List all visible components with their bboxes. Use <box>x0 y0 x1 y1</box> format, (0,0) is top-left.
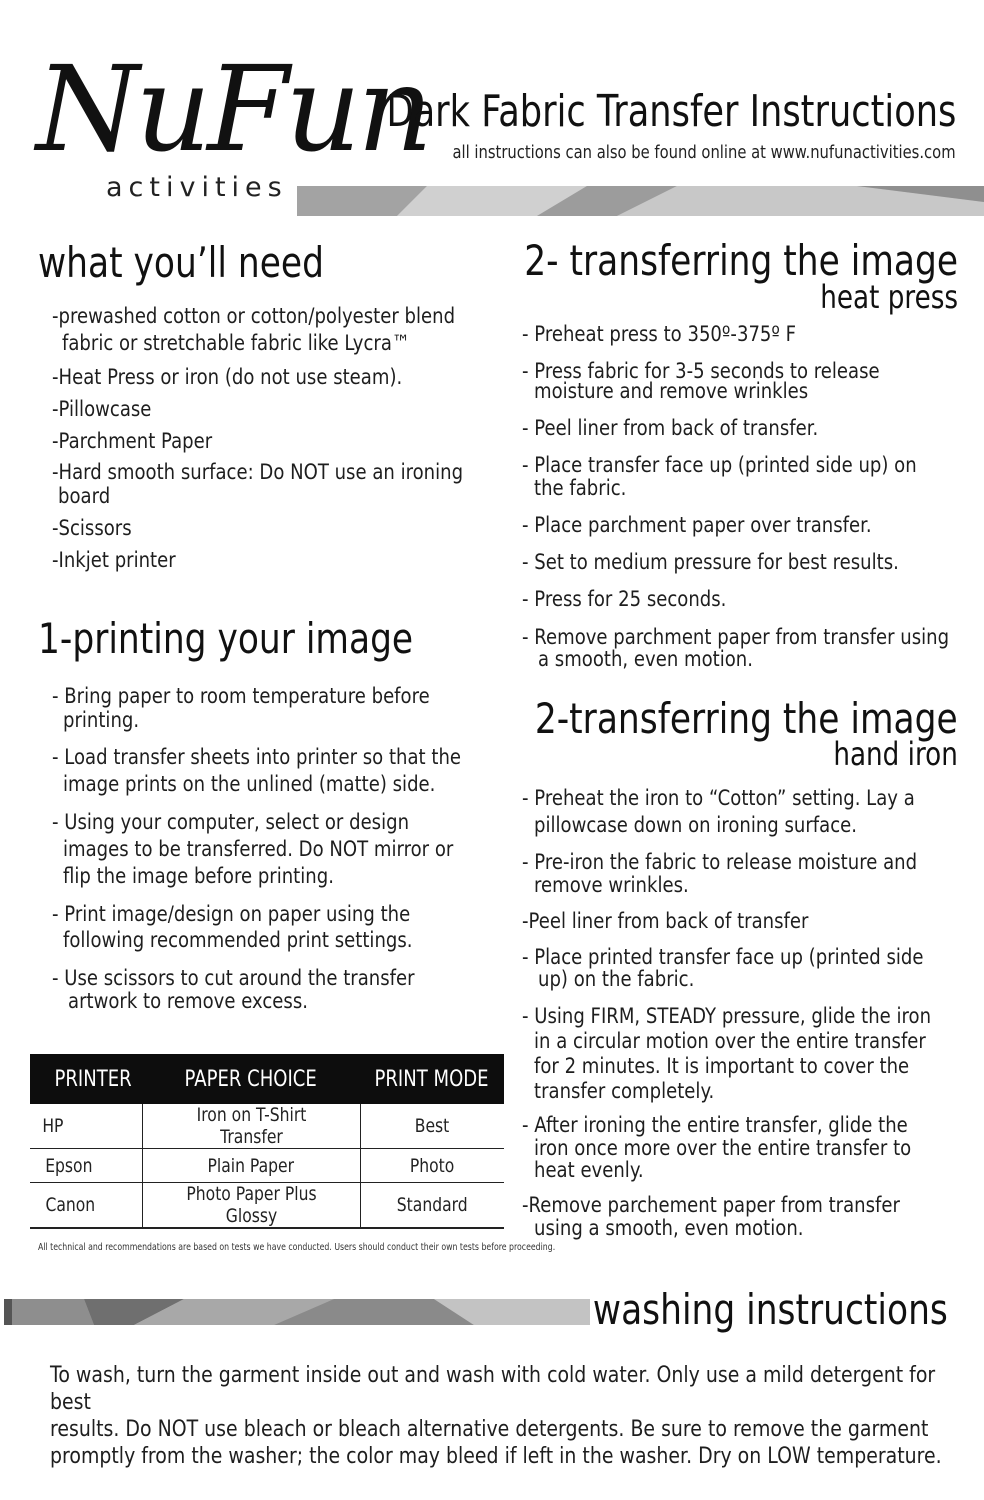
list-item: using a smooth, even motion. <box>534 1216 804 1240</box>
need-heading <box>38 238 387 287</box>
printing-heading <box>38 614 495 663</box>
table-cell: HP <box>30 1104 142 1149</box>
list-item: images to be transferred. Do NOT mirror or <box>63 837 454 861</box>
list-item: - Using your computer, select or design <box>52 810 410 834</box>
table-cell: Canon <box>30 1183 142 1229</box>
list-item: flip the image before printing. <box>63 864 334 888</box>
list-item: -Inkjet printer <box>52 548 176 572</box>
list-item: printing. <box>63 708 140 732</box>
list-item: - Preheat press to 350º-375º F <box>522 322 797 346</box>
need-heading-text: what you’ll need <box>38 238 324 287</box>
header-decorative-band <box>297 186 984 216</box>
table-row <box>30 1149 504 1183</box>
table-cell: Plain Paper <box>142 1149 360 1183</box>
list-item: artwork to remove excess. <box>68 989 308 1013</box>
handiron-subheading <box>806 735 958 773</box>
handiron-heading-text: 2-transferring the image <box>535 694 958 743</box>
list-item: a smooth, even motion. <box>538 647 753 671</box>
print-settings-table <box>30 1054 504 1229</box>
table-header-mode: PRINT MODE <box>360 1054 504 1104</box>
list-item: -Remove parchement paper from transfer <box>522 1193 900 1217</box>
table-cell: Iron on T-Shirt Transfer <box>142 1104 360 1149</box>
list-item: heat evenly. <box>534 1158 644 1182</box>
table-row <box>30 1104 504 1149</box>
list-item: -prewashed cotton or cotton/polyester blend <box>52 304 456 328</box>
list-item: iron once more over the entire transfer to <box>534 1136 912 1160</box>
list-item: - Remove parchment paper from transfer using <box>522 625 950 649</box>
list-item: - Use scissors to cut around the transfer <box>52 966 415 990</box>
list-item: - Press fabric for 3-5 seconds to release <box>522 359 880 383</box>
washing-heading <box>515 1285 948 1334</box>
list-item: fabric or stretchable fabric like Lycra™ <box>62 331 410 355</box>
table-header-printer: PRINTER <box>30 1054 142 1104</box>
list-item: -Parchment Paper <box>52 429 213 453</box>
list-item: - Load transfer sheets into printer so that the <box>52 745 461 769</box>
logo-wordmark: NuFun <box>36 40 430 178</box>
list-item: moisture and remove wrinkles <box>534 379 809 403</box>
washing-line: promptly from the washer; the color may bleed if left in the washer. Dry on LOW temperature. <box>50 1444 942 1469</box>
table-header-paper: PAPER CHOICE <box>142 1054 360 1104</box>
printing-heading-text: 1-printing your image <box>38 614 414 663</box>
page-subtitle-text: all instructions can also be found online at www.nufunactivities.com <box>452 142 956 163</box>
list-item: the fabric. <box>534 476 627 500</box>
washing-line: results. Do NOT use bleach or bleach alternative detergents. Be sure to remove the garment <box>50 1417 929 1442</box>
table-cell: Standard <box>360 1183 504 1229</box>
list-item: - Pre-iron the fabric to release moisture and <box>522 850 918 874</box>
list-item: -Heat Press or iron (do not use steam). <box>52 365 403 389</box>
list-item: - Bring paper to room temperature before <box>52 684 430 708</box>
list-item: - Using FIRM, STEADY pressure, glide the iron <box>522 1004 932 1028</box>
washing-decorative-band <box>4 1299 590 1325</box>
list-item: board <box>58 484 111 508</box>
page-title-text: Dark Fabric Transfer Instructions <box>386 86 956 137</box>
list-item: - Print image/design on paper using the <box>52 902 411 926</box>
list-item: - Set to medium pressure for best results. <box>522 550 899 574</box>
handiron-subheading-text: hand iron <box>833 735 958 773</box>
list-item: - Place parchment paper over transfer. <box>522 513 872 537</box>
table-cell: Epson <box>30 1149 142 1183</box>
list-item: up) on the fabric. <box>538 967 695 991</box>
page-title <box>244 86 956 137</box>
washing-heading-text: washing instructions <box>593 1285 948 1334</box>
table-cell: Photo <box>360 1149 504 1183</box>
table-row <box>30 1183 504 1229</box>
list-item: - Press for 25 seconds. <box>522 587 727 611</box>
washing-line: To wash, turn the garment inside out and wash with cold water. Only use a mild detergent for best <box>50 1363 936 1415</box>
heatpress-subheading-text: heat press <box>820 278 958 316</box>
list-item: -Peel liner from back of transfer <box>522 909 809 933</box>
list-item: following recommended print settings. <box>63 928 413 952</box>
list-item: - Place transfer face up (printed side up) on <box>522 453 917 477</box>
washing-paragraph <box>50 1362 950 1470</box>
heatpress-subheading <box>790 278 958 316</box>
list-item: -Pillowcase <box>52 397 152 421</box>
list-item: -Scissors <box>52 516 132 540</box>
list-item: pillowcase down on ironing surface. <box>534 813 858 837</box>
logo-subtitle: activities <box>106 172 288 203</box>
list-item: image prints on the unlined (matte) side. <box>63 772 436 796</box>
list-item: remove wrinkles. <box>534 873 689 897</box>
list-item: -Hard smooth surface: Do NOT use an ironing <box>52 460 464 484</box>
list-item: for 2 minutes. It is important to cover the <box>534 1054 910 1078</box>
table-header-row <box>30 1054 504 1104</box>
page-subtitle <box>342 142 956 163</box>
list-item: - Preheat the iron to “Cotton” setting. Lay a <box>522 786 915 810</box>
table-cell: Photo Paper Plus Glossy <box>142 1183 360 1229</box>
list-item: transfer completely. <box>534 1079 715 1103</box>
list-item: - Peel liner from back of transfer. <box>522 416 819 440</box>
table-cell: Best <box>360 1104 504 1149</box>
list-item: in a circular motion over the entire transfer <box>534 1029 926 1053</box>
list-item: - Place printed transfer face up (printed side <box>522 945 924 969</box>
list-item: - After ironing the entire transfer, glide the <box>522 1113 908 1137</box>
heatpress-heading-text: 2- transferring the image <box>524 236 958 285</box>
disclaimer-text: All technical and recommendations are based on tests we have conducted. Users should conduct their own tests before proceeding. <box>38 1242 556 1253</box>
